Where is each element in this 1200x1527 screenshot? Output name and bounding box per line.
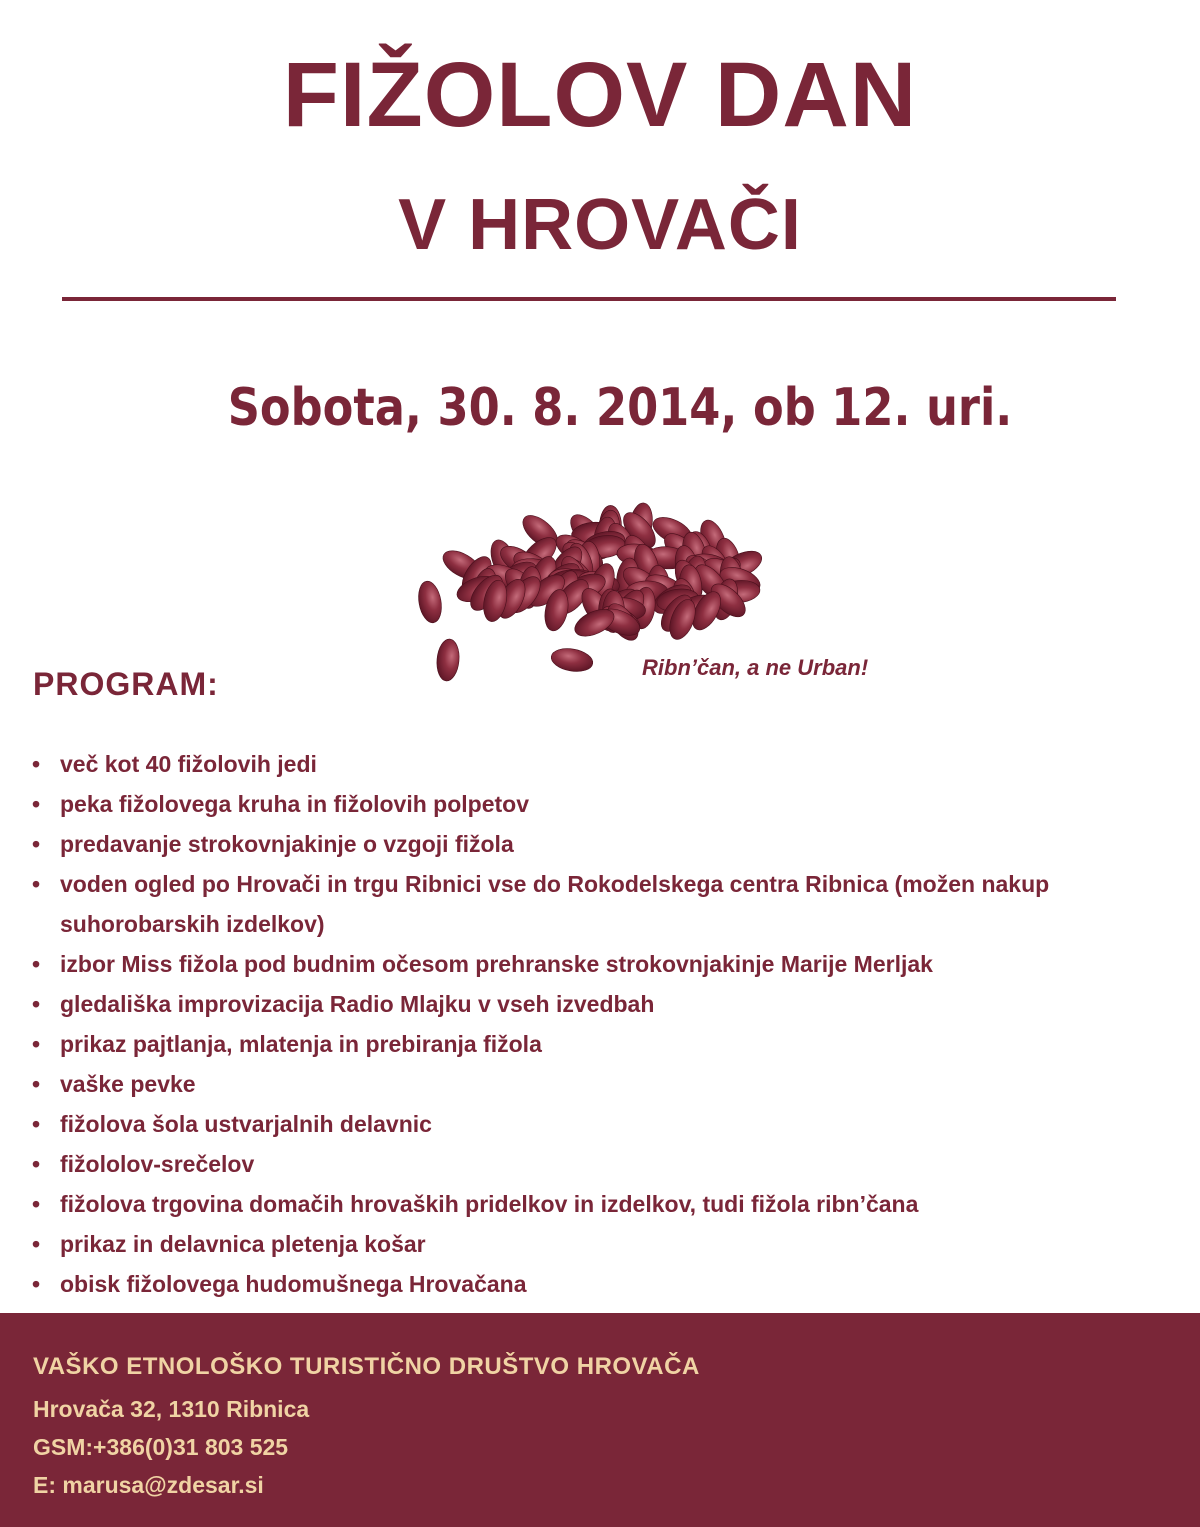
organization-phone: GSM:+386(0)31 803 525 — [33, 1434, 289, 1460]
event-subtitle: V HROVAČI — [398, 185, 802, 265]
program-item: • voden ogled po Hrovači in trgu Ribnici vse do Rokodelskega centra Ribnica (možen nakup suhorobarskih izdelkov) — [30, 864, 1150, 944]
event-date: Sobota, 30. 8. 2014, ob 12. uri. — [227, 378, 1013, 438]
program-item: • vaške pevke — [30, 1064, 1150, 1104]
organization-address: Hrovača 32, 1310 Ribnica — [33, 1396, 310, 1422]
organization-name: VAŠKO ETNOLOŠKO TURISTIČNO DRUŠTVO HROVAČA — [33, 1353, 700, 1380]
program-item: • gledališka improvizacija Radio Mlajku v vseh izvedbah — [30, 984, 1150, 1024]
program-item: • obisk fižolovega hudomušnega Hrovačana — [30, 1264, 1150, 1304]
program-item: • fižololov-srečelov — [30, 1144, 1150, 1184]
program-heading: PROGRAM: — [33, 666, 219, 702]
footer — [0, 1313, 1200, 1527]
program-item: • prikaz in delavnica pletenja košar — [30, 1224, 1150, 1264]
program-item: • peka fižolovega kruha in fižolovih polpetov — [30, 784, 1150, 824]
bean-shape — [416, 579, 445, 624]
title-divider — [62, 297, 1116, 301]
bean-shape — [549, 646, 594, 675]
event-title: FIŽOLOV DAN — [282, 44, 918, 146]
organization-email: E: marusa@zdesar.si — [33, 1472, 264, 1498]
program-item: • fižolova trgovina domačih hrovaških pridelkov in izdelkov, tudi fižola ribn’čana — [30, 1184, 1150, 1224]
program-item: • prikaz pajtlanja, mlatenja in prebiranja fižola — [30, 1024, 1150, 1064]
program-list — [30, 744, 1150, 1304]
program-item: • izbor Miss fižola pod budnim očesom prehranske strokovnjakinje Marije Merljak — [30, 944, 1150, 984]
program-item: • več kot 40 fižolovih jedi — [30, 744, 1150, 784]
program-item: • predavanje strokovnjakinje o vzgoji fižola — [30, 824, 1150, 864]
slogan: Ribn’čan, a ne Urban! — [642, 655, 869, 680]
bean-shape — [435, 638, 461, 682]
program-item: • fižolova šola ustvarjalnih delavnic — [30, 1104, 1150, 1144]
